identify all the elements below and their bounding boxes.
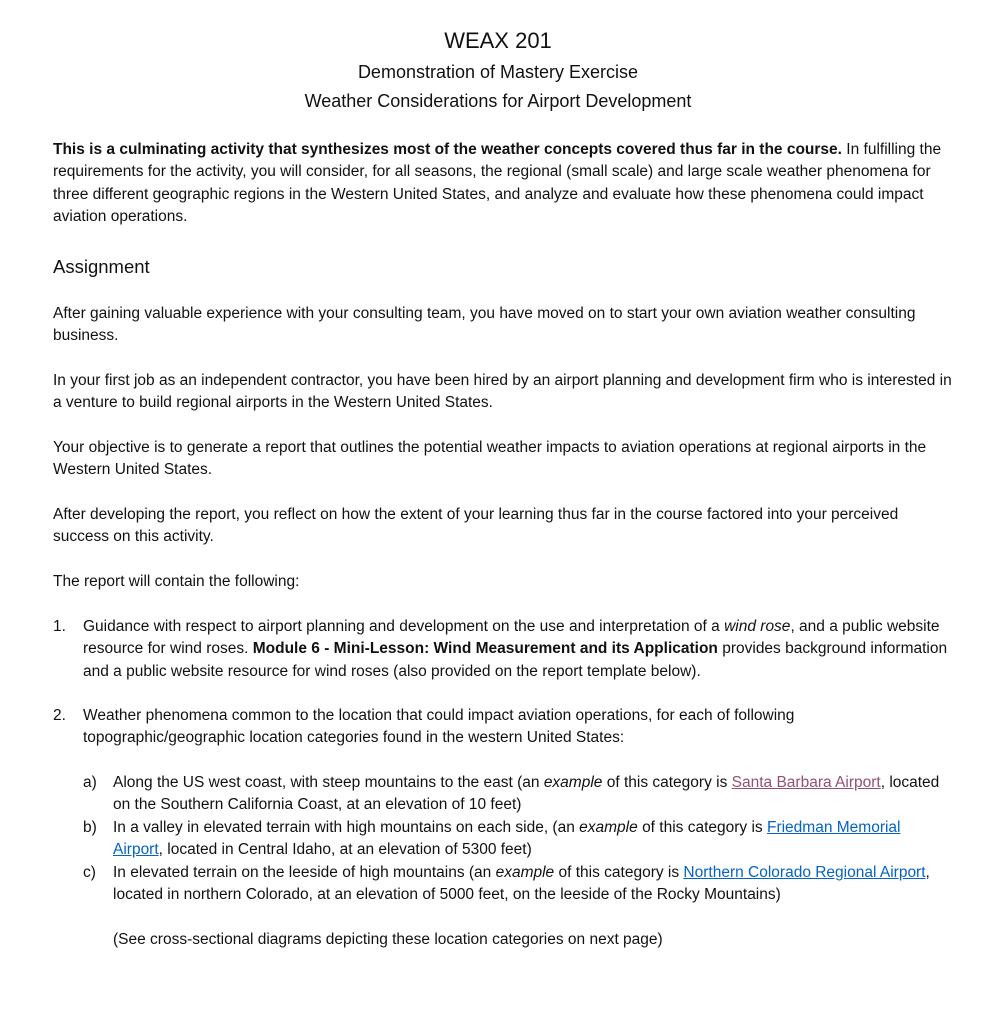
sub-b-pre: In a valley in elevated terrain with high mountains on each side, (an xyxy=(113,819,575,836)
wind-rose-term: wind rose xyxy=(724,618,791,635)
list-item-2 xyxy=(53,705,953,750)
sub-a-post: , located on the Southern California Coast, at an elevation of 10 feet) xyxy=(113,774,940,814)
santa-barbara-airport-link[interactable]: Santa Barbara Airport xyxy=(731,774,881,791)
sub-label-b: b) xyxy=(83,819,97,836)
sub-item-a xyxy=(83,772,953,817)
item1-text-c: provides background information and a public website resource for wind roses (also provided on the report template below). xyxy=(83,640,948,680)
sub-b-example: example xyxy=(579,819,638,836)
sub-item-c-text xyxy=(113,862,953,907)
exercise-subtitle: Demonstration of Mastery Exercise xyxy=(357,62,639,82)
intro-text: In fulfilling the requirements for the activity, you will consider, for all seasons, the regional (small scale) and large scale weather phenomena for three different geographic regions in the Western United States, and analyze and evaluate how these phenomena could impact aviation operations. xyxy=(53,141,942,226)
sub-c-mid: of this category is xyxy=(558,864,680,881)
item1-text-a: Guidance with respect to airport planning and development on the use and interpretation of a xyxy=(83,618,720,635)
sub-a-example: example xyxy=(543,774,603,791)
assignment-paragraph-1: After gaining valuable experience with your consulting team, you have moved on to start your own aviation weather consulting business. xyxy=(53,305,916,345)
sub-label-a: a) xyxy=(83,774,97,791)
list-item-1 xyxy=(53,616,953,683)
sub-b-post: , located in Central Idaho, at an elevation of 5300 feet) xyxy=(158,841,532,859)
diagram-note: (See cross-sectional diagrams depicting these location categories on next page) xyxy=(113,931,663,948)
sub-c-post: , located in northern Colorado, at an elevation of 5000 feet, on the leeside of the Rocky Mountains) xyxy=(113,864,930,904)
intro-paragraph xyxy=(53,139,953,229)
list-item-1-text xyxy=(83,616,953,683)
sub-item-b xyxy=(83,817,953,862)
list-number-1: 1. xyxy=(53,618,66,635)
course-title: WEAX 201 xyxy=(444,28,552,53)
northern-colorado-regional-airport-link[interactable]: Northern Colorado Regional Airport xyxy=(683,864,926,881)
assignment-paragraph-3: Your objective is to generate a report that outlines the potential weather impacts to aviation operations at regional airports in the Western United States. xyxy=(53,439,927,479)
friedman-memorial-airport-link[interactable]: Friedman Memorial Airport xyxy=(113,819,901,859)
sub-a-pre: Along the US west coast, with steep mountains to the east (an xyxy=(113,774,540,791)
sub-item-b-text xyxy=(113,817,953,862)
exercise-topic: Weather Considerations for Airport Development xyxy=(304,91,692,111)
list-number-2: 2. xyxy=(53,707,66,724)
list-item-2-text: Weather phenomena common to the location that could impact aviation operations, for each of following topographic/geographic location categories found in the western United States: xyxy=(83,707,795,747)
sub-c-pre: In elevated terrain on the leeside of high mountains (an xyxy=(113,864,492,881)
sub-label-c: c) xyxy=(83,864,96,881)
assignment-heading: Assignment xyxy=(53,256,150,277)
sub-item-c xyxy=(83,862,953,907)
sub-item-a-text xyxy=(113,772,953,817)
sub-a-mid: of this category is xyxy=(606,774,728,791)
assignment-paragraph-2: In your first job as an independent contractor, you have been hired by an airport planning and development firm who is interested in a venture to build regional airports in the Western United States. xyxy=(53,372,952,412)
sub-c-example: example xyxy=(495,864,555,881)
intro-bold-sentence: This is a culminating activity that synthesizes most of the weather concepts covered thus far in the course. xyxy=(53,141,842,158)
assignment-paragraph-5: The report will contain the following: xyxy=(53,573,300,590)
assignment-paragraph-4: After developing the report, you reflect on how the extent of your learning thus far in the course factored into your perceived success on this activity. xyxy=(53,506,899,546)
sub-b-mid: of this category is xyxy=(642,819,763,836)
module-reference: Module 6 - Mini-Lesson: Wind Measurement and its Application xyxy=(252,640,718,658)
item1-text-b: , and a public website resource for wind roses. xyxy=(83,618,940,658)
